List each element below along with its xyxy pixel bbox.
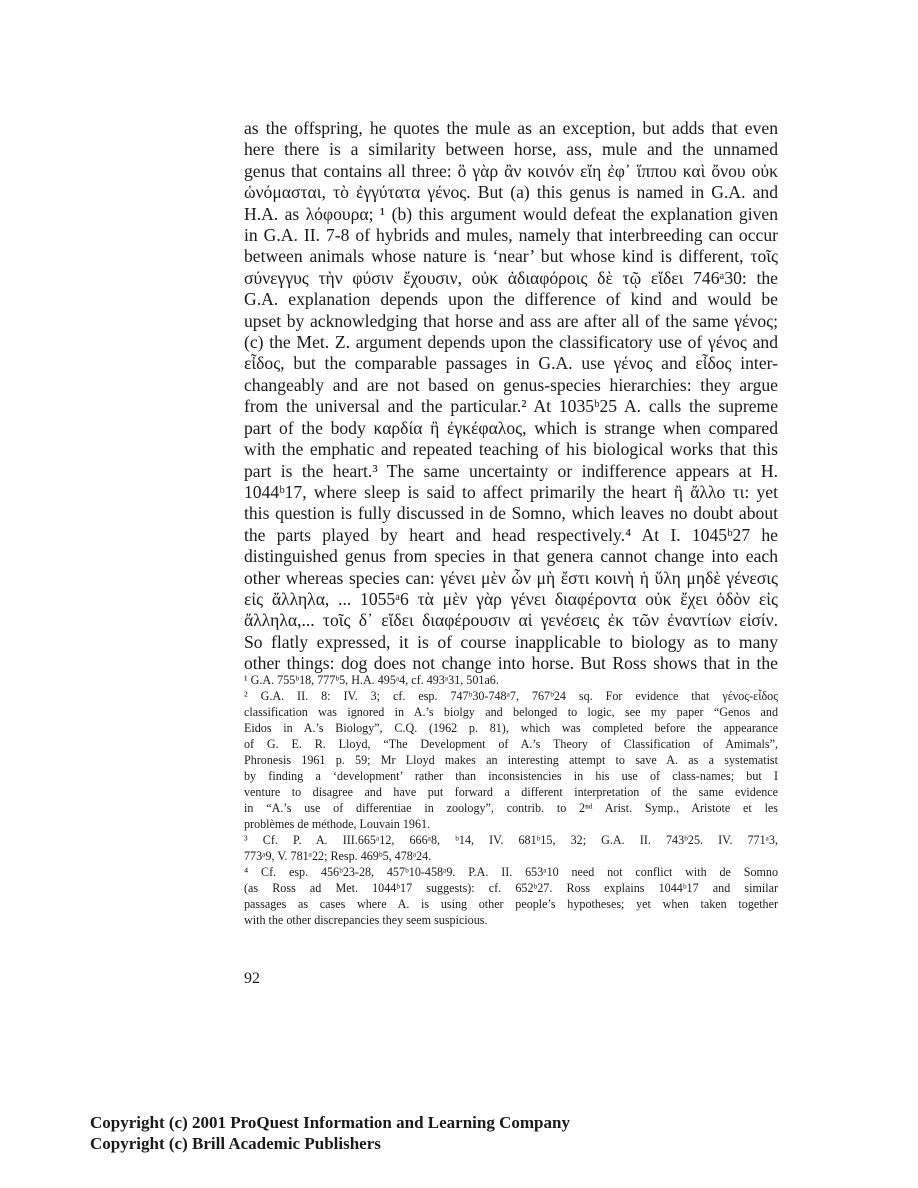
footnote-line: ¹ G.A. 755ᵇ18, 777ᵇ5, H.A. 495ᵃ4, cf. 493ᵃ31, 501a6. [244,673,499,687]
copyright-line: Copyright (c) Brill Academic Publishers [90,1134,381,1153]
body-line: εἰς ἄλληλα, ... 1055ᵃ6 τὰ μὲν γὰρ γένει διαφέροντα οὐκ ἔχει ὁδὸν εἰς [244,588,778,609]
body-text [244,118,778,675]
body-line: ἄλληλα,... τοῖς δ᾽ εἴδει διαφέρουσιν αἱ γενέσεις ἐκ τῶν ἐναντίων εἰσίν. [244,610,778,631]
body-line: other whereas species can: γένει μὲν ὧν μὴ ἔστι κοινὴ ἡ ὕλη μηδὲ γένεσις [244,567,778,588]
body-line: G.A. explanation depends upon the difference of kind and would be [244,289,778,310]
footnote-line: venture to disagree and have put forward a different interpretation of the same evidence [244,785,778,799]
body-line: 1044ᵇ17, where sleep is said to affect primarily the heart ἢ ἄλλο τι: yet [244,481,778,502]
page-number: 92 [244,970,260,987]
footnote-line: ² G.A. II. 8: IV. 3; cf. esp. 747ᵇ30-748ᵃ7, 767ᵇ24 sq. For evidence that γένος-εἶδος [244,689,778,703]
footnote-line: passages as cases where A. is using other people’s hypotheses; yet when taken together [244,897,778,911]
footnote-line: problèmes de méthode, Louvain 1961. [244,817,431,831]
footnote-line: ³ Cf. P. A. III.665ᵃ12, 666ᵃ8, ᵇ14, IV. 681ᵇ15, 32; G.A. II. 743ᵇ25. IV. 771ᵃ3, [244,833,778,847]
body-line: distinguished genus from species in that genera cannot change into each [244,546,778,567]
body-line: (c) the Met. Z. argument depends upon the classificatory use of γένος and [244,332,778,353]
footnote-line: (as Ross ad Met. 1044ᵇ17 suggests): cf. 652ᵇ27. Ross explains 1044ᵇ17 and similar [244,881,778,895]
body-line: part is the heart.³ The same uncertainty or indifference appears at H. [244,460,778,481]
body-line: the parts played by heart and head respectively.⁴ At I. 1045ᵇ27 he [244,524,778,545]
copyright-notice [90,1112,570,1154]
body-line: upset by acknowledging that horse and ass are after all of the same γένος; [244,310,778,331]
body-line: as the offspring, he quotes the mule as an exception, but adds that even [244,118,778,138]
footnote-line: in “A.’s use of differentiae in zoology”, contrib. to 2ⁿᵈ Arist. Symp., Aristote et les [244,801,778,815]
body-line: changeably and are not based on genus-species hierarchies: they argue [244,374,778,395]
footnote-line: by finding a ‘development’ rather than inconsistencies in his use of class-names; but I [244,769,778,783]
body-line: other things: dog does not change into horse. But Ross shows that in the [244,653,778,674]
footnotes [244,672,778,928]
body-line: with the emphatic and repeated teaching of his biological works that this [244,439,778,460]
footnote-line: Phronesis 1961 p. 59; Mr Lloyd makes an interesting attempt to save A. as a systematist [244,753,778,767]
body-line: from the universal and the particular.² At 1035ᵇ25 A. calls the supreme [244,396,778,417]
footnote-line: 773ᵃ9, V. 781ᵃ22; Resp. 469ᵇ5, 478ᵃ24. [244,849,432,863]
copyright-line: Copyright (c) 2001 ProQuest Information and Learning Company [90,1113,570,1132]
body-line: genus that contains all three: ὃ γὰρ ἂν κοινόν εἴη ἐφ᾽ ἵππου καὶ ὄνου οὐκ [244,160,778,181]
body-line: σύνεγγυς τὴν φύσιν ἔχουσιν, οὐκ ἀδιαφόροις δὲ τῷ εἴδει 746ᵃ30: the [244,267,778,288]
footnote-line: ⁴ Cf. esp. 456ᵇ23-28, 457ᵇ10-458ᵃ9. P.A. II. 653ᵃ10 need not conflict with de Somno [244,865,778,879]
body-line: H.A. as λόφουρα; ¹ (b) this argument would defeat the explanation given [244,203,778,224]
body-line: ὠνόμασται, τὸ ἐγγύτατα γένος. But (a) this genus is named in G.A. and [244,182,778,203]
body-line: here there is a similarity between horse, ass, mule and the unnamed [244,139,778,160]
body-line: part of the body καρδία ἢ ἐγκέφαλος, which is strange when compared [244,417,778,438]
body-line: εἶδος, but the comparable passages in G.A. use γένος and εἶδος inter- [244,353,778,374]
body-line: in G.A. II. 7-8 of hybrids and mules, namely that interbreeding can occur [244,225,778,246]
body-line: So flatly expressed, it is of course inapplicable to biology as to many [244,631,778,652]
body-line: between animals whose nature is ‘near’ but whose kind is different, τοῖς [244,246,778,267]
footnote-line: with the other discrepancies they seem suspicious. [244,913,488,927]
footnote-line: of G. E. R. Lloyd, “The Development of A.’s Theory of Classification of Amimals”, [244,737,778,751]
footnote-line: Eidos in A.’s Biology”, C.Q. (1962 p. 81), which was completed before the appearance [244,721,778,735]
footnote-line: classification was ignored in A.’s biolgy and belonged to logic, see my paper “Genos and [244,705,778,719]
body-line: this question is fully discussed in de Somno, which leaves no doubt about [244,503,778,524]
